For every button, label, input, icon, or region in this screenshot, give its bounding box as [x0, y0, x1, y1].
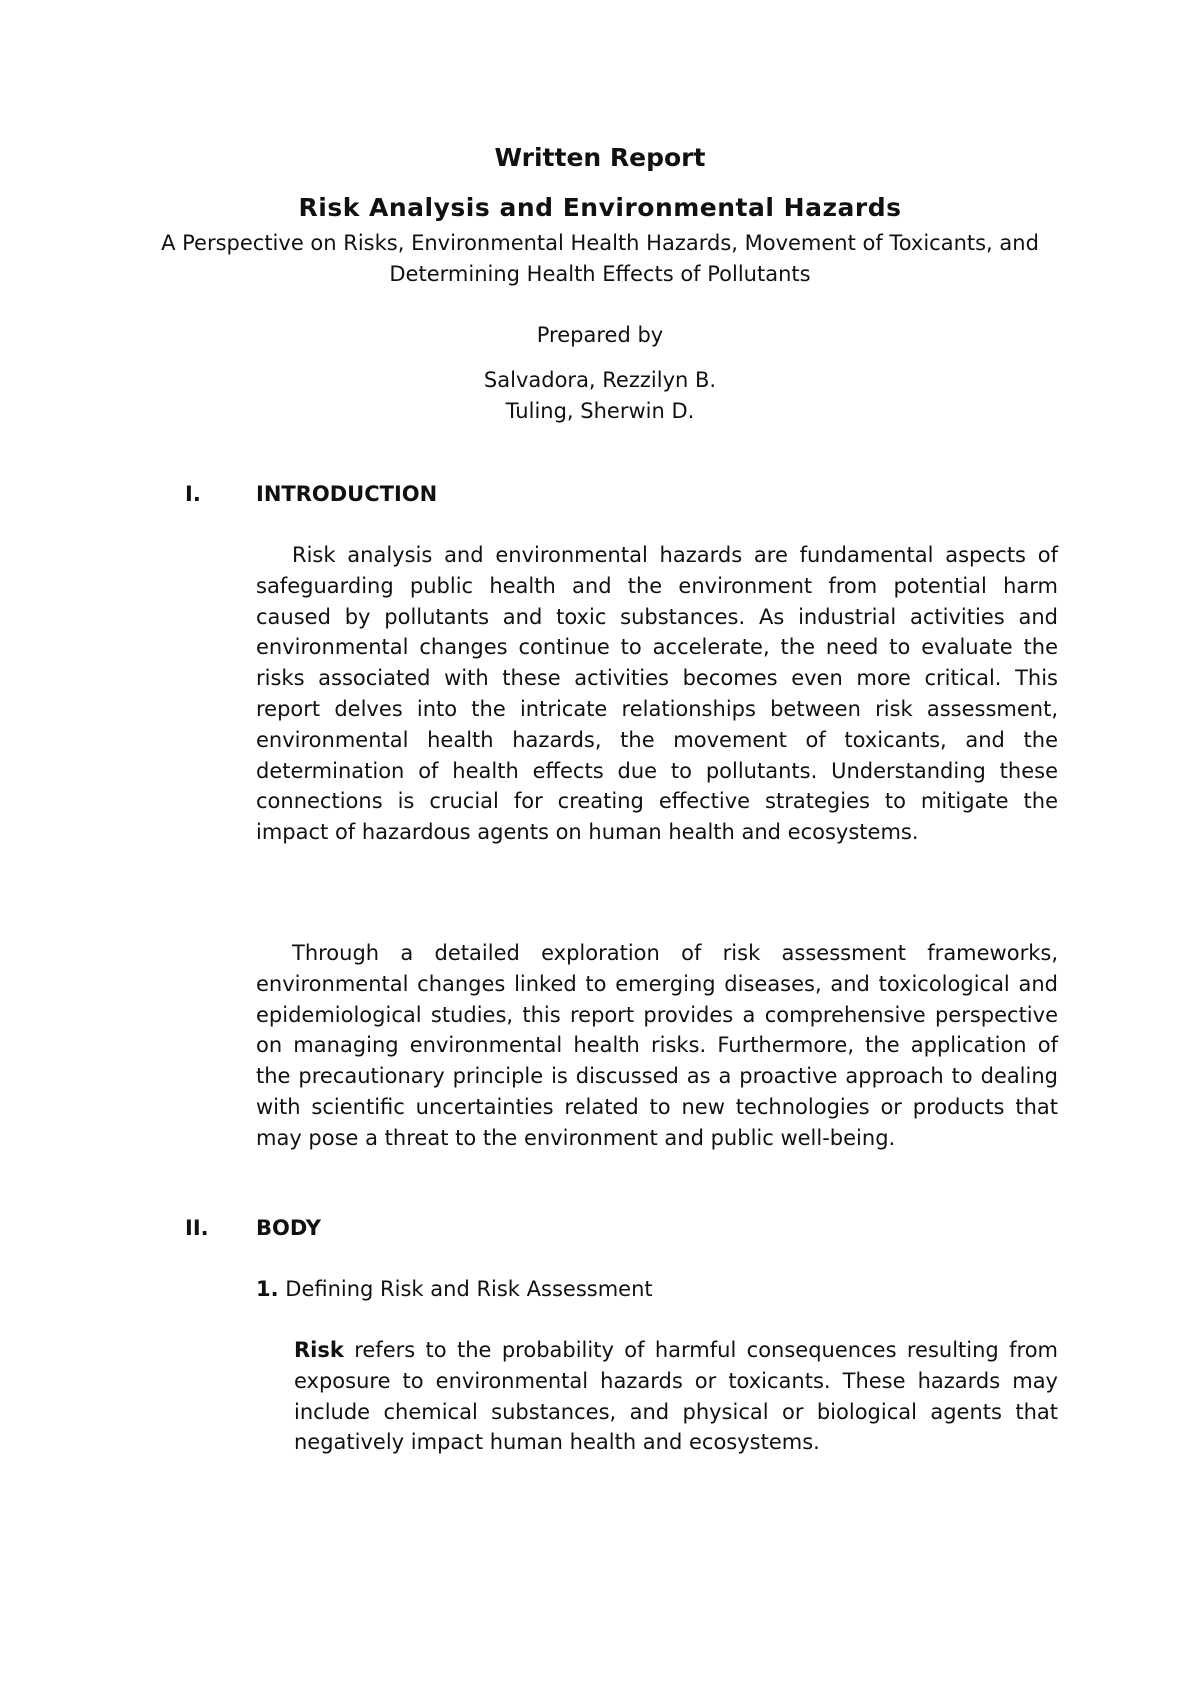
subsection-title: Defining Risk and Risk Assessment	[285, 1277, 653, 1301]
subsection-number: 1.	[256, 1277, 279, 1301]
document-title: Written Report	[494, 143, 706, 172]
title-block	[150, 140, 1050, 427]
introduction-paragraph: Risk analysis and environmental hazards are fundamental aspects of safeguarding public health and the environment from potential harm caused by pollutants and toxic substances. As industrial activities and environmental changes continue to accelerate, the need to evaluate the risks associated with these activities becomes even more critical. This report delves into the intricate relationships between risk assessment, environmental health hazards, the movement of toxicants, and the determination of health effects due to pollutants. Understanding these connections is crucial for creating effective strategies to mitigate the impact of hazardous agents on human health and ecosystems.	[256, 543, 1058, 845]
introduction-heading	[185, 479, 437, 510]
risk-definition-text: refers to the probability of harmful consequences resulting from exposure to environmental hazards or toxicants. These hazards may include chemical substances, and physical or biological agents that negatively impact human health and ecosystems.	[294, 1338, 1058, 1455]
prepared-by-label: Prepared by	[536, 323, 664, 347]
risk-definition-paragraph	[294, 1335, 1058, 1458]
section-title: INTRODUCTION	[256, 482, 438, 506]
author-list	[150, 365, 1050, 427]
document-tagline: A Perspective on Risks, Environmental Health Hazards, Movement of Toxicants, and Determining Health Effects of Pollutants	[161, 231, 1039, 286]
document-subtitle: Risk Analysis and Environmental Hazards	[298, 193, 902, 222]
section-title: BODY	[256, 1216, 321, 1240]
section-numeral: II.	[185, 1216, 209, 1240]
subsection-heading	[256, 1274, 653, 1305]
introduction-paragraph: Through a detailed exploration of risk assessment frameworks, environmental changes linked to emerging diseases, and toxicological and epidemiological studies, this report provides a comprehensive perspective on managing environmental health risks. Furthermore, the application of the precautionary principle is discussed as a proactive approach to dealing with scientific uncertainties related to new technologies or products that may pose a threat to the environment and public well-being.	[256, 941, 1058, 1150]
risk-term: Risk	[294, 1338, 344, 1362]
author-name: Tuling, Sherwin D.	[505, 399, 695, 423]
author-name: Salvadora, Rezzilyn B.	[483, 368, 717, 392]
body-heading	[185, 1213, 321, 1244]
section-numeral: I.	[185, 482, 201, 506]
